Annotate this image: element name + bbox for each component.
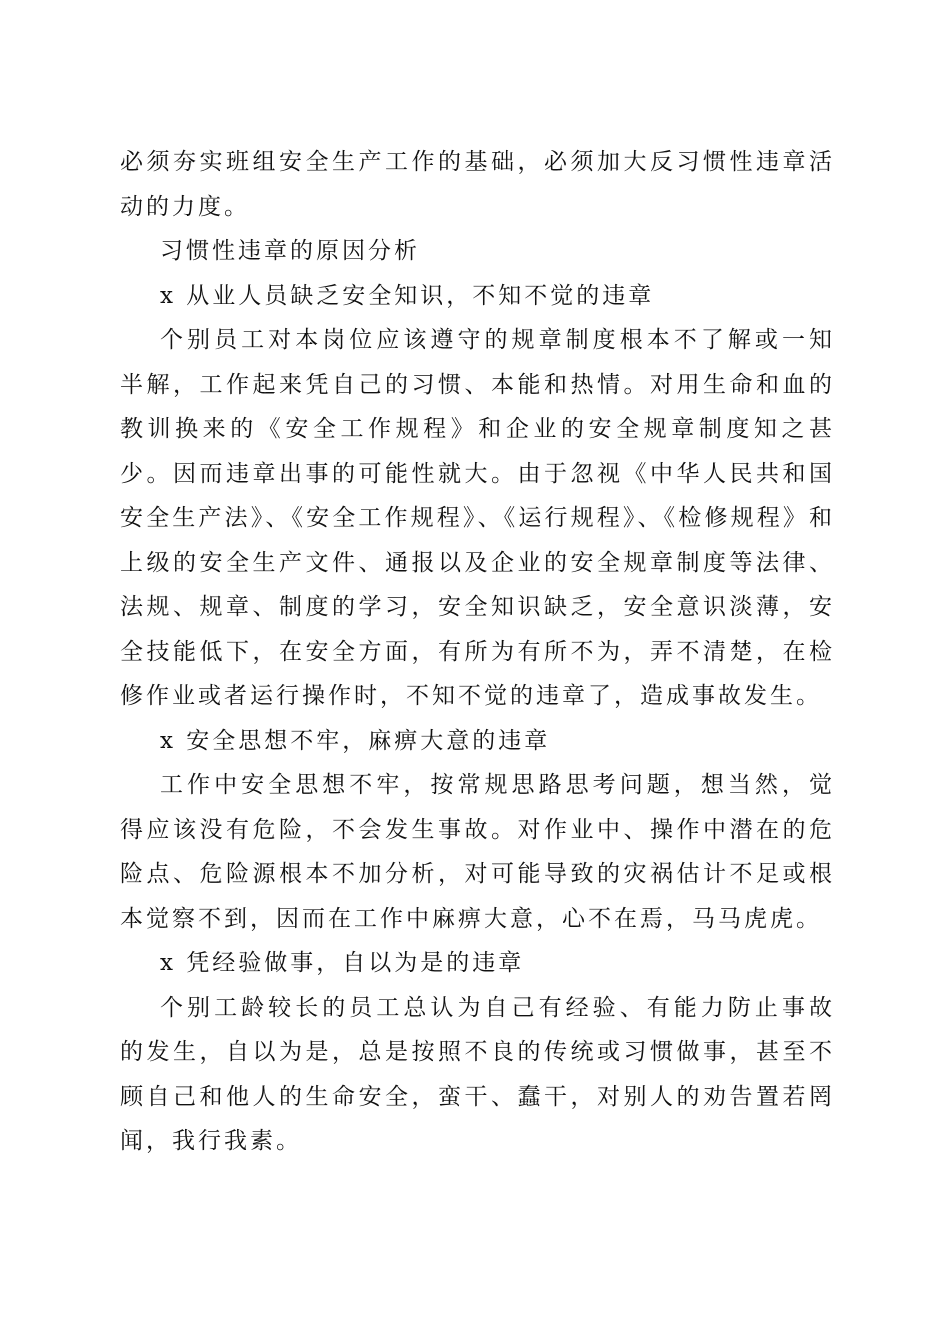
- section-heading-cause-analysis: 习惯性违章的原因分析: [160, 238, 420, 264]
- subheading-lack-of-knowledge: x 从业人员缺乏安全知识，不知不觉的违章: [160, 282, 655, 309]
- document-body: [120, 140, 835, 1164]
- paragraph-intro-continuation: 必须夯实班组安全生产工作的基础，必须加大反习惯性违章活动的力度。: [120, 149, 835, 220]
- subheading-careless-thinking: x 安全思想不牢，麻痹大意的违章: [160, 727, 551, 754]
- subheading-relying-on-experience: x 凭经验做事，自以为是的违章: [160, 950, 525, 976]
- paragraph-relying-on-experience: 个别工龄较长的员工总认为自己有经验、有能力防止事故的发生，自以为是，总是按照不良的传统或习惯做事，甚至不顾自己和他人的生命安全，蛮干、蠢干，对别人的劝告置若罔闻，我行我素。: [120, 994, 835, 1154]
- paragraph-lack-of-knowledge: 个别员工对本岗位应该遵守的规章制度根本不了解或一知半解，工作起来凭自己的习惯、本能和热情。对用生命和血的教训换来的《安全工作规程》和企业的安全规章制度知之甚少。因而违章出事的可能性就大。由于忽视《中华人民共和国安全生产法》、《安全工作规程》、《运行规程》、《检修规程》和上级的安全生产文件、通报以及企业的安全规章制度等法律、法规、规章、制度的学习，安全知识缺乏，安全意识淡薄，安全技能低下，在安全方面，有所为有所不为，弄不清楚，在检修作业或者运行操作时，不知不觉的违章了，造成事故发生。: [120, 327, 835, 709]
- paragraph-careless-thinking: 工作中安全思想不牢，按常规思路思考问题，想当然，觉得应该没有危险，不会发生事故。对作业中、操作中潜在的危险点、危险源根本不加分析，对可能导致的灾祸估计不足或根本觉察不到，因而在工作中麻痹大意，心不在焉，马马虎虎。: [120, 772, 835, 932]
